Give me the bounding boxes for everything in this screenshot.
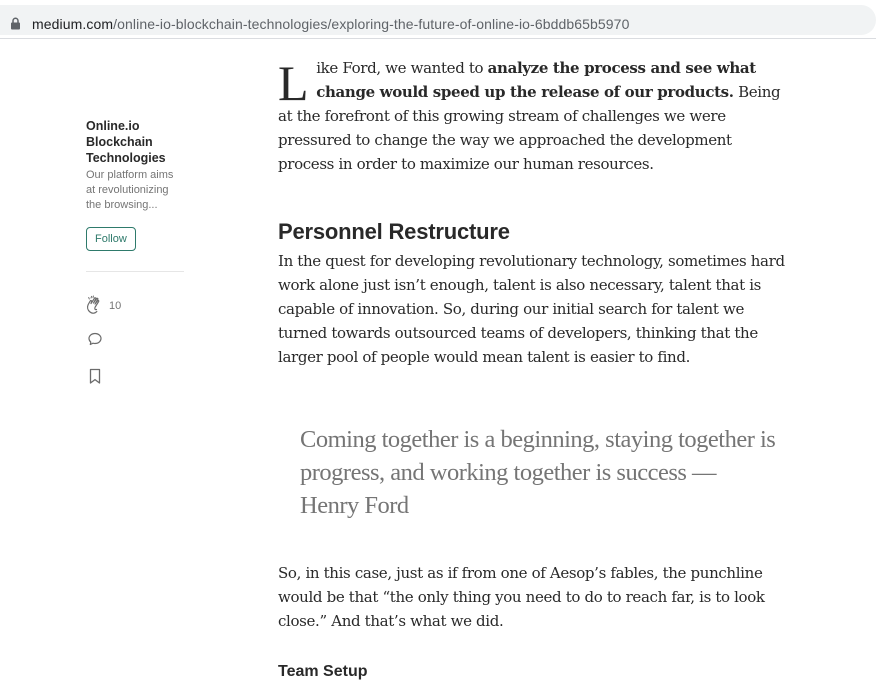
lock-icon — [10, 17, 21, 30]
follow-button[interactable]: Follow — [86, 227, 136, 251]
clap-icon[interactable] — [84, 295, 104, 315]
bookmark-icon[interactable] — [88, 368, 102, 385]
pull-quote: Coming together is a beginning, staying together is progress, and working together is success — Henry Ford — [300, 426, 776, 519]
paragraph-aesop: So, in this case, just as if from one of Aesop’s fables, the punchline would be that “the only thing you need to do to reach far, is to look close.” And that’s what we did. — [278, 564, 765, 630]
url-text — [32, 16, 629, 32]
paragraph-personnel: In the quest for developing revolutionary technology, sometimes hard work alone just isn’t enough, talent is also necessary, talent that is capable of innovation. So, during our initial search for talent we turned towards outsourced teams of developers, thinking that the larger pool of people would mean talent is easier to find. — [278, 252, 785, 366]
url-host: medium.com — [32, 16, 114, 32]
intro-bold-text: analyze the process and see what change would speed up the release of our products. — [316, 59, 756, 101]
clap-count: 10 — [109, 300, 122, 312]
url-path: /online-io-blockchain-technologies/exploring-the-future-of-online-io-6bddb65b5970 — [113, 16, 630, 32]
intro-rest-text: Being at the forefront of this growing stream of challenges we were pressured to change the way we approached the development process in order to maximize our human resources. — [278, 83, 781, 173]
url-field[interactable] — [0, 5, 876, 35]
publication-description: Our platform aims at revolutionizing the browsing... — [86, 169, 174, 211]
drop-cap: L — [278, 55, 309, 111]
publication-name[interactable]: Online.io Blockchain Technologies — [86, 119, 166, 165]
heading-personnel-restructure: Personnel Restructure — [278, 219, 510, 244]
paragraph-intro — [278, 56, 790, 176]
article-body — [278, 52, 790, 683]
address-bar[interactable] — [0, 0, 876, 39]
response-icon[interactable] — [87, 331, 103, 347]
intro-lead-text: ike Ford, we wanted to — [316, 59, 488, 77]
sidebar-divider — [86, 271, 184, 272]
heading-team-setup: Team Setup — [278, 663, 368, 680]
